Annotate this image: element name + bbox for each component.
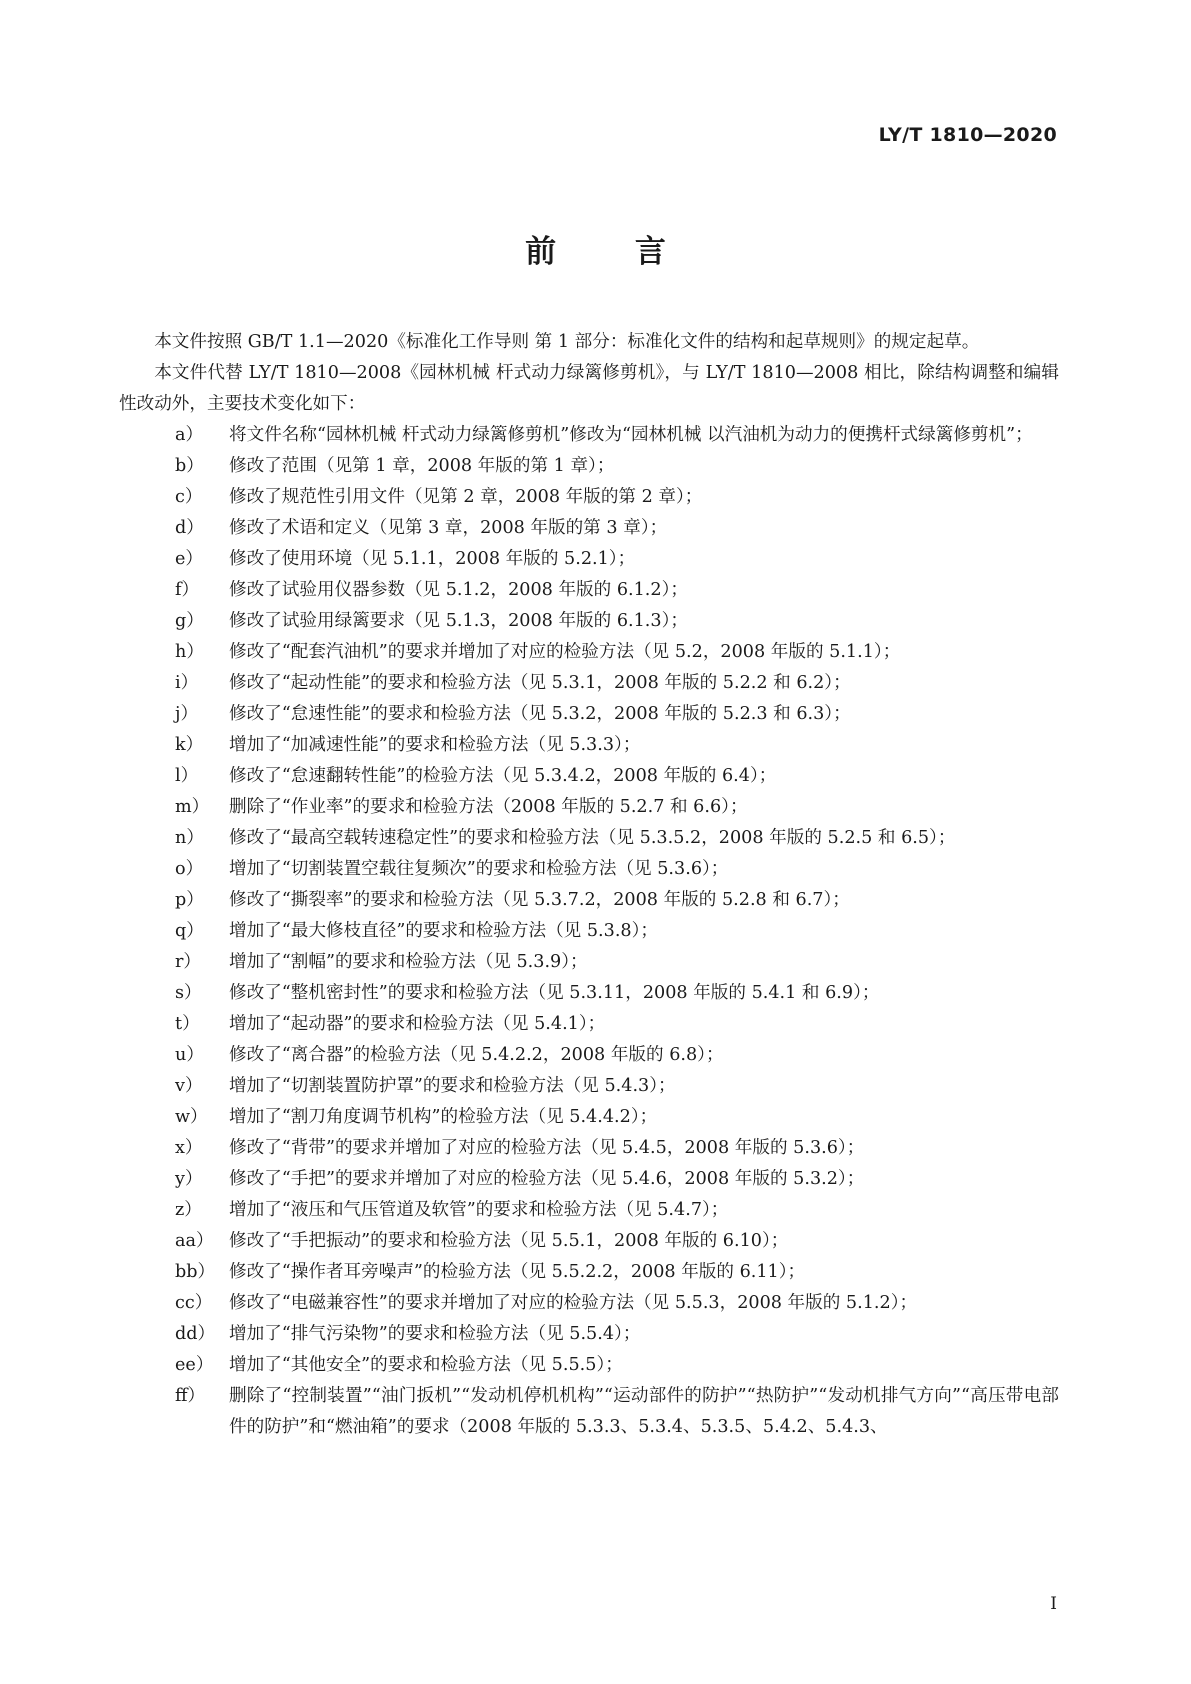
list-item-marker: dd） xyxy=(175,1324,216,1344)
list-item xyxy=(119,947,1059,978)
list-item-marker: i） xyxy=(175,673,199,693)
list-item-marker: x） xyxy=(175,1138,203,1158)
list-item-marker: t） xyxy=(175,1014,200,1034)
page-number: I xyxy=(1050,1594,1057,1614)
list-item-text: 修改了范围（见第 1 章，2008 年版的第 1 章）； xyxy=(229,456,615,476)
list-item xyxy=(119,761,1059,792)
list-item-marker: f） xyxy=(175,580,200,600)
list-item-marker: p） xyxy=(175,890,204,910)
list-item xyxy=(119,1319,1059,1350)
list-item xyxy=(119,792,1059,823)
list-item-marker: g） xyxy=(175,611,204,631)
list-item xyxy=(119,606,1059,637)
list-item-text: 修改了术语和定义（见第 3 章，2008 年版的第 3 章）； xyxy=(229,518,668,538)
list-item-text: 修改了“操作者耳旁噪声”的检验方法（见 5.5.2.2，2008 年版的 6.11）； xyxy=(229,1262,806,1282)
list-item-marker: ee） xyxy=(175,1355,214,1375)
list-item-text: 修改了“手把振动”的要求和检验方法（见 5.5.1，2008 年版的 6.10）； xyxy=(229,1231,789,1251)
list-item-marker: c） xyxy=(175,487,203,507)
list-item-text: 修改了试验用仪器参数（见 5.1.2，2008 年版的 6.1.2）； xyxy=(229,580,688,600)
list-item-marker: y） xyxy=(175,1169,203,1189)
technical-changes-list xyxy=(119,420,1059,1443)
list-item-marker: r） xyxy=(175,952,202,972)
list-item xyxy=(119,978,1059,1009)
list-item xyxy=(119,1040,1059,1071)
list-item-text: 修改了“手把”的要求并增加了对应的检验方法（见 5.4.6，2008 年版的 5.3.2）； xyxy=(229,1169,865,1189)
list-item-text: 删除了“作业率”的要求和检验方法（2008 年版的 5.2.7 和 6.6）； xyxy=(229,797,748,817)
list-item-text: 增加了“最大修枝直径”的要求和检验方法（见 5.3.8）； xyxy=(229,921,659,941)
list-item xyxy=(119,1195,1059,1226)
list-item-text: 增加了“割幅”的要求和检验方法（见 5.3.9）； xyxy=(229,952,588,972)
list-item-marker: o） xyxy=(175,859,204,879)
list-item-text: 修改了“怠速翻转性能”的检验方法（见 5.3.4.2，2008 年版的 6.4）； xyxy=(229,766,777,786)
list-item-text: 修改了“起动性能”的要求和检验方法（见 5.3.1，2008 年版的 5.2.2 和 6.2）； xyxy=(229,673,851,693)
foreword-body xyxy=(119,327,1059,1443)
list-item xyxy=(119,668,1059,699)
list-item xyxy=(119,1288,1059,1319)
list-item xyxy=(119,1226,1059,1257)
list-item-marker: a） xyxy=(175,425,204,445)
list-item-text: 增加了“加减速性能”的要求和检验方法（见 5.3.3）； xyxy=(229,735,641,755)
paragraph-replacement: 本文件代替 LY/T 1810—2008《园林机械 杆式动力绿篱修剪机》，与 LY/T 1810—2008 相比，除结构调整和编辑性改动外，主要技术变化如下： xyxy=(119,363,1059,414)
list-item xyxy=(119,730,1059,761)
list-item-marker: aa） xyxy=(175,1231,214,1251)
list-item-text: 修改了“怠速性能”的要求和检验方法（见 5.3.2，2008 年版的 5.2.3 和 6.3）； xyxy=(229,704,851,724)
list-item xyxy=(119,1102,1059,1133)
list-item-text: 增加了“其他安全”的要求和检验方法（见 5.5.5）； xyxy=(229,1355,623,1375)
list-item-text: 修改了“最高空载转速稳定性”的要求和检验方法（见 5.3.5.2，2008 年版的 5.2.5 和 6.5）； xyxy=(229,828,956,848)
list-item-marker: z） xyxy=(175,1200,202,1220)
list-item-marker: h） xyxy=(175,642,204,662)
list-item xyxy=(119,1133,1059,1164)
list-item-text: 增加了“切割装置空载往复频次”的要求和检验方法（见 5.3.6）； xyxy=(229,859,729,879)
list-item-marker: ff） xyxy=(175,1386,206,1406)
list-item-marker: e） xyxy=(175,549,204,569)
list-item-text: 将文件名称“园林机械 杆式动力绿篱修剪机”修改为“园林机械 以汽油机为动力的便携杆式绿篱修剪机”； xyxy=(229,425,1033,445)
standard-code: LY/T 1810—2020 xyxy=(878,124,1057,146)
list-item-text: 修改了“背带”的要求并增加了对应的检验方法（见 5.4.5，2008 年版的 5.3.6）； xyxy=(229,1138,865,1158)
list-item xyxy=(119,1381,1059,1443)
list-item-text: 修改了试验用绿篱要求（见 5.1.3，2008 年版的 6.1.3）； xyxy=(229,611,688,631)
list-item-marker: m） xyxy=(175,797,210,817)
list-item xyxy=(119,575,1059,606)
list-item-text: 增加了“起动器”的要求和检验方法（见 5.4.1）； xyxy=(229,1014,606,1034)
list-item-marker: cc） xyxy=(175,1293,213,1313)
list-item-text: 删除了“控制装置”“油门扳机”“发动机停机机构”“运动部件的防护”“热防护”“发动机排气方向”“高压带电部件的防护”和“燃油箱”的要求（2008 年版的 5.3.3、5.3.4、5.3.5、5.4.2、5.4.3、 xyxy=(229,1386,1059,1437)
list-item xyxy=(119,544,1059,575)
list-item-marker: bb） xyxy=(175,1262,216,1282)
list-item xyxy=(119,1164,1059,1195)
list-item-marker: b） xyxy=(175,456,204,476)
list-item xyxy=(119,823,1059,854)
list-item-marker: k） xyxy=(175,735,204,755)
list-item xyxy=(119,637,1059,668)
list-item-marker: v） xyxy=(175,1076,203,1096)
list-item xyxy=(119,513,1059,544)
list-item-text: 修改了规范性引用文件（见第 2 章，2008 年版的第 2 章）； xyxy=(229,487,703,507)
list-item-text: 增加了“液压和气压管道及软管”的要求和检验方法（见 5.4.7）； xyxy=(229,1200,729,1220)
list-item-text: 修改了“配套汽油机”的要求并增加了对应的检验方法（见 5.2，2008 年版的 5.1.1）； xyxy=(229,642,901,662)
list-item xyxy=(119,1257,1059,1288)
list-item xyxy=(119,699,1059,730)
paragraph-drafting-rules: 本文件按照 GB/T 1.1—2020《标准化工作导则 第 1 部分：标准化文件的结构和起草规则》的规定起草。 xyxy=(154,332,980,352)
list-item-marker: q） xyxy=(175,921,204,941)
list-item xyxy=(119,916,1059,947)
list-item xyxy=(119,885,1059,916)
list-item-text: 增加了“排气污染物”的要求和检验方法（见 5.5.4）； xyxy=(229,1324,641,1344)
list-item-text: 增加了“割刀角度调节机构”的检验方法（见 5.4.4.2）； xyxy=(229,1107,658,1127)
list-item xyxy=(119,854,1059,885)
page-title: 前 言 xyxy=(525,234,700,270)
list-item-marker: l） xyxy=(175,766,199,786)
list-item xyxy=(119,482,1059,513)
list-item-text: 修改了“撕裂率”的要求和检验方法（见 5.3.7.2，2008 年版的 5.2.8 和 6.7）； xyxy=(229,890,850,910)
list-item xyxy=(119,420,1059,451)
list-item-marker: u） xyxy=(175,1045,204,1065)
list-item-marker: s） xyxy=(175,983,202,1003)
list-item-marker: n） xyxy=(175,828,204,848)
list-item-marker: d） xyxy=(175,518,204,538)
list-item-text: 修改了使用环境（见 5.1.1，2008 年版的 5.2.1）； xyxy=(229,549,636,569)
list-item xyxy=(119,1350,1059,1381)
list-item xyxy=(119,1009,1059,1040)
list-item-text: 修改了“电磁兼容性”的要求并增加了对应的检验方法（见 5.5.3，2008 年版的 5.1.2）； xyxy=(229,1293,918,1313)
list-item xyxy=(119,1071,1059,1102)
list-item-marker: j） xyxy=(175,704,199,724)
list-item-text: 增加了“切割装置防护罩”的要求和检验方法（见 5.4.3）； xyxy=(229,1076,676,1096)
list-item xyxy=(119,451,1059,482)
list-item-marker: w） xyxy=(175,1107,208,1127)
list-item-text: 修改了“离合器”的检验方法（见 5.4.2.2，2008 年版的 6.8）； xyxy=(229,1045,724,1065)
list-item-text: 修改了“整机密封性”的要求和检验方法（见 5.3.11，2008 年版的 5.4.1 和 6.9）； xyxy=(229,983,880,1003)
